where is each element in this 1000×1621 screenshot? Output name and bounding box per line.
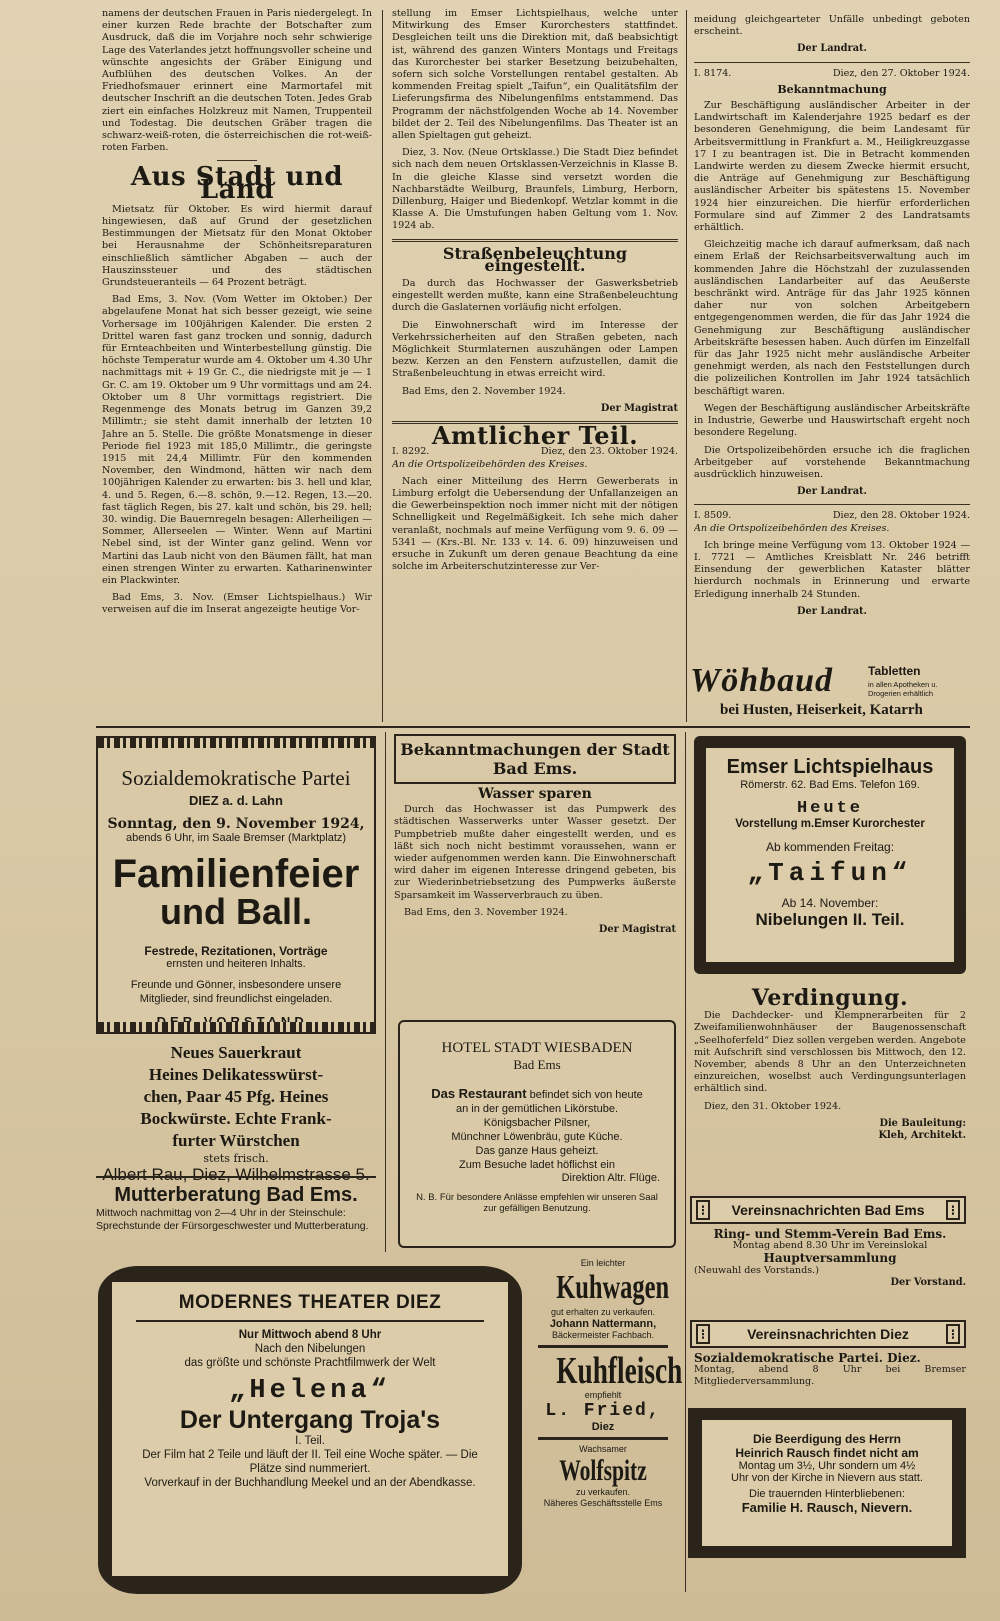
article-paragraph: Diez, 3. Nov. (Neue Ortsklasse.) Die Stadt Diez befindet sich nach dem neuen Ortsklassen-Verzeichnis in Klasse B. In die gleiche Klasse sind versetzt worden die Nachbarstädte Weilburg, Braunfels, Limburg, Herborn, Dillenburg, Haiger und Biedenkopf. Wetzlar kommt in die Klasse A. Die Umstufungen haben Geltung vom 1. Nov. 1924 ab. (392, 147, 678, 232)
theater-ad: MODERNES THEATER DIEZ Nur Mittwoch abend 8 Uhr Nach den Nibelungen das größte und schönste Prachtfilmwerk der Welt „Helena“ Der Untergang Troja's I. Teil. Der Film hat 2 Teile und läuft der II. Teil eine Woche später. — Die Plätze sind nummeriert. Vorverkauf in der Buchhandlung Meekel und an der Abendkasse. (112, 1282, 508, 1576)
kuhfleisch-ad: Kuhfleisch (556, 1350, 683, 1392)
article-paragraph: Mietsatz für Oktober. Es wird hiermit darauf hingewiesen, daß auf Grund der gesetzlichen Bestimmungen der Mietsatz für den Monat Oktober bei Herausnahme der Schönheitsreparaturen einschließlich sämtlicher Abgaben — auch der Hauszinssteuer und des städtischen Grundsteueranteils — 64 Prozent beträgt. (102, 203, 372, 289)
rau-line: Neues Sauerkraut (170, 1043, 302, 1062)
spd-ad (96, 736, 376, 1034)
spd-program-2: ernsten und heiteren Inhalts. (166, 958, 306, 970)
addressee: An die Ortspolizeibehörden des Kreises. (694, 522, 890, 534)
section-heading: Amtlicher Teil. (431, 421, 639, 451)
hotel-note: N. B. Für besondere Anlässe empfehlen wir unseren Saal zur gefälligen Benutzung. (416, 1192, 658, 1214)
section-rule (96, 726, 970, 728)
signature: Der Landrat. (797, 486, 867, 498)
article-paragraph: Die Einwohnerschaft wird im Interesse der Verkehrssicherheiten auf den Straßen gebeten, nach Möglichkeit Sturmlaternen auszuhängen oder Lampen bezw. Kerzen an den Fenstern aufzustellen, damit die Straßenbeleuchtung in etwas erreicht wird. (392, 319, 678, 380)
rausch-notice: Die Beerdigung des Herrn Heinrich Rausch findet nicht am Montag um 3½, Uhr sondern um 4½ Uhr von der Kirche in Nievern aus statt. Die trauernden Hinterbliebenen: Familie H. Rausch, Nievern. (702, 1420, 952, 1546)
mutterberatung (96, 1176, 376, 1233)
theater-film: „Helena“ (229, 1376, 391, 1406)
reference-line: I. 8174. Diez, den 27. Oktober 1924. (694, 67, 970, 79)
apotheken-note: in allen Apotheken u. Drogerien erhältlich (868, 680, 938, 698)
ornament-border (98, 738, 374, 748)
lichtspiel-nibelungen: Nibelungen II. Teil. (755, 910, 905, 929)
bekannt-body: Durch das Hochwasser ist das Pumpwerk des städtischen Wasserwerks unter Wasser gesetzt. Der Pumpbetrieb mußte daher eingestellt werden, und es läßt sich noch nicht bestimmt voraussehen, wann er wieder aufgenommen werden kann. Die Einwohnerschaft wird daher im eigenen Interesse dringend gebeten, bis zur Wiederinbetriebsetzung des Pumpwerks äußerste Sparsamkeit im Wasserverbrauch zu üben. (394, 804, 676, 901)
spd-subtitle: DIEZ a. d. Lahn (189, 793, 283, 808)
dateline: Diez, den 31. Oktober 1924. (704, 1100, 842, 1112)
vereinsnachrichten-bar: ⁝ Vereinsnachrichten Bad Ems ⁝ (690, 1196, 966, 1224)
kuhwagen-ad: Kuhwagen (556, 1269, 670, 1306)
article-heading: Straßenbeleuchtung eingestellt. (442, 243, 628, 275)
theater-film-title: Der Untergang Troja's (179, 1406, 441, 1434)
signature: Der Landrat. (797, 605, 867, 617)
hotel-city: Bad Ems (513, 1057, 561, 1072)
ornament-border (98, 1022, 374, 1032)
article-paragraph: Gleichzeitig mache ich darauf aufmerksam, daß nach einem Erlaß der Reichsarbeitsverwaltung auch im kommenden Jahre die Höchstzahl der zuzulassenden ausländischen Landarbeiter auf das Aeußerste beschränkt wird. Anträge für das Jahr 1925 können daher nur von solchen Arbeitgebern entgegengenommen werden, die für das Jahr 1924 die Genehmigung zur Beschäftigung ausländischer Arbeitskräfte besessen haben. Auch dürfen im Einzelfall für das Jahr 1925 nicht mehr ausländische Arbeiter genehmigt werden, als nach den Feststellungen durch die polizeilichen Kontrollen im Jahr 1924 tatsächlich beschäftigt waren. (694, 239, 970, 397)
article-heading: Bekanntmachung (777, 82, 887, 96)
lichtspiel-address: Römerstr. 62. Bad Ems. Telefon 169. (740, 779, 920, 791)
mutter-body: Mittwoch nachmittag von 2—4 Uhr in der Steinschule: Sprechstunde der Fürsorgeschwester und Mutterberatung. (96, 1207, 369, 1232)
verein-event: Hauptversammlung (763, 1251, 897, 1266)
spd-invitation: Freunde und Gönner, insbesondere unsere Mitglieder, sind freundlichst eingeladen. (130, 979, 342, 1005)
lichtspiel-ab14: Ab 14. November: (781, 896, 879, 910)
stadt-bekanntmachung (394, 734, 676, 942)
article-paragraph: Wegen der Beschäftigung ausländischer Arbeitskräfte in Industrie, Gewerbe und Hauswirtschaft ergeht noch besondere Regelung. (694, 402, 970, 439)
woehbaud-ad (690, 660, 970, 726)
addressee: An die Ortspolizeibehörden des Kreises. (392, 458, 588, 470)
lichtspiel-heute: Heute (796, 799, 863, 818)
spd-headline-2: und Ball. (160, 891, 312, 932)
bar-icon: ⁝ (696, 1200, 710, 1220)
signature: Der Magistrat (600, 402, 678, 414)
tabletten-label: Tabletten (868, 664, 921, 678)
column-rule (385, 732, 386, 1252)
article-paragraph: Bad Ems, 3. Nov. (Vom Wetter im Oktober.) Der abgelaufene Monat hat sich besser gezeigt, wie seine Vorhersage im 100jährigen Kalender. Die ersten 2 Drittel waren fast ganz trocken und sonnig, dadurch für Ernteachbeiten und Winterbestellung günstig. Die höchste Temperatur wurde am 4. Oktober um 4.30 Uhr nachmittags mit + 19 Gr. C., die niedrigste mit je — 1 Gr. C. am 19. Oktober um 9 Uhr vormittags und am 24. Oktober um 8 Uhr vormittags registriert. Die Regenmenge des Monats betrug im Ganzen 39,2 Millimtr.; sie steht damit innerhalb der letzten 10 Jahre an 5. Stelle. Die größte Monatsmenge in dieser Periode fiel 1923 mit 185,0 Millimtr., die geringste 1915 mit 24,4 Millimtr. Für den kommenden November, den Windmond, hätten wir nach dem 100jährigen Kalender zu erwarten: bis 3. hell und klar, 4. und 5. Regen, 6.—8. schön, 9.—12. Regen, 13.—20. fast täglich Regen, bis 27. kalt und schön, bis 29. hell; 30. windig. Die Bauernregeln besagen: Allerheiligen — Sommer, Allerseelen — Winter. Wenn auf Martini Nebel sind, ist der Winter ganz gelind. Wenn vor Martini das Laub nicht von den Bäumen fällt, hat man einen strengen Winter zu erwarten. Katharinenwinter ein Plackwinter. (102, 294, 372, 586)
column-2 (392, 8, 678, 723)
wolfspitz-ad: Wolfspitz (559, 1454, 647, 1487)
column-rule (382, 10, 383, 722)
bar-icon: ⁝ (696, 1324, 710, 1344)
rau-name: Albert Rau, Diez, Wilhelmstrasse 5. (102, 1165, 370, 1184)
fried-name: L. Fried, (545, 1401, 661, 1421)
signature: Der Landrat. (797, 43, 867, 55)
hotel-signature: Direktion Altr. Flüge. (561, 1172, 660, 1184)
article-paragraph: Nach einer Mitteilung des Herrn Gewerberats in Limburg erfolgt die Uebersendung der Unfallanzeigen an die Gewerbeinspektion noch immer nicht mit der nötigen Schnelligkeit und Regelmäßigkeit. Ich sehe mich daher veranlaßt, nochmals auf meine Verfügung vom 9. 6. 09 — 5341 — (Krs.-Bl. Nr. 133 v. 14. 6. 09) hinzuweisen und ersuche in Zukunft um deren genaue Beachtung da eine solche im Arbeiterschutzinteresse zur Ver- (392, 475, 678, 573)
column-1 (102, 8, 372, 723)
hotel-restaurant: Das Restaurant (431, 1086, 527, 1101)
woehbaud-slogan: bei Husten, Heiserkeit, Katarrh (720, 702, 923, 718)
article-paragraph: Bad Ems, 3. Nov. (Emser Lichtspielhaus.) Wir verweisen auf die im Inserat angezeigte heutige Vor- (102, 592, 372, 616)
lichtspiel-ad (706, 748, 954, 962)
column-rule (685, 732, 686, 1592)
rau-ad (96, 1042, 376, 1185)
article-continuation: meidung gleichgearteter Unfälle unbedingt geboten erscheint. (694, 14, 970, 38)
bar-icon: ⁝ (946, 1324, 960, 1344)
verdingung-title: Verdingung. (751, 988, 909, 1011)
spd-headline: Familienfeier (112, 852, 360, 896)
spd-time: abends 6 Uhr, im Saale Bremser (Marktplatz) (125, 832, 347, 844)
mutter-title: Mutterberatung Bad Ems. (114, 1184, 358, 1206)
lichtspiel-vorstellung: Vorstellung m.Emser Kurorchester (735, 818, 925, 830)
rau-line: Heines Delikatesswürst- (148, 1065, 324, 1084)
article-paragraph: Die Ortspolizeibehörden ersuche ich die fraglichen Arbeitgeber auf vorstehende Bekanntmachung ausdrücklich hinzuweisen. (694, 444, 970, 480)
rau-line: chen, Paar 45 Pfg. Heines (143, 1087, 329, 1106)
spd-program: Festrede, Rezitationen, Vorträge (144, 944, 328, 958)
article-continuation: namens der deutschen Frauen in Paris niedergelegt. In einer kurzen Rede brachte der Botschafter zum Ausdruck, daß die im Vorjahre noch sehr schwierige Lage des Vaterlandes jetzt hoffnungsvoller scheine und wünschte angesichts der Gräber Einigung und Aufblühen des deutschen Volkes. An der Friedhofsmauer erinnert eine Marmortafel mit deutscher Inschrift an die deutschen Toten. Jedes Grab ziert ein einfaches Holzkreuz mit Namen, Truppenteil und Todestag. Die deutschen Gräber tragen die schwarz-weiß-roten, die österreichischen die rot-weiß-roten Farben. (102, 8, 372, 154)
section-heading: Aus Stadt und Land (130, 162, 344, 205)
verdingung-body: Die Dachdecker- und Klempnerarbeiten für 2 Zweifamilienwohnhäuser der Baugenossenschaft „Seelhoferfeld“ Diez sollen vergeben werden. Angebote mit Aufschrift sind verschlossen bis Mittwoch, den 12. November, abends 8 Uhr an den Unterzeichneten einzureichen, woselbst auch Verdingungsunterlagen erhältlich sind. (694, 1010, 966, 1095)
article-paragraph: stellung im Emser Lichtspielhaus, welche unter Mitwirkung des Emser Kurorchesters stattfindet. Desgleichen teilt uns die Direktion mit, daß beabsichtigt ist, während des ganzen Winters Montags und Freitags das Kurorchester bei starker Besetzung beizubehalten, sofern sich solche Vorstellungen rentabel gestalten. Ab kommenden Freitag spielt „Taifun“, ein Qualitätsfilm der Lieferungsfirma des Nibelungenfilms entstammend. Das Programm der nächstfolgenden Woche ab 14. November bildet der 2. Teil des Nibelungenfilms. Das Theater ist an allen Spieltagen gut geheizt. (392, 8, 678, 142)
rau-line: Bockwürste. Echte Frank- (140, 1109, 332, 1128)
hotel-title: HOTEL STADT WIESBADEN (441, 1040, 633, 1056)
article-paragraph: Da durch das Hochwasser der Gaswerksbetrieb eingestellt werden mußte, kann eine Straßenbeleuchtung durch die Gaslaternen vorläufig nicht erfolgen. (392, 278, 678, 314)
bar-icon: ⁝ (946, 1200, 960, 1220)
column-3 (694, 14, 970, 652)
signature: Der Vorstand. (890, 1276, 966, 1288)
bekannt-head: Bekanntmachungen der Stadt (400, 740, 670, 759)
verein-title: Sozialdemokratische Partei. Diez. (694, 1352, 921, 1365)
signature: Kleh, Architekt. (878, 1130, 966, 1142)
verein-diez: Sozialdemokratische Partei. Diez. Montag, abend 8 Uhr bei Bremser Mitgliederversammlung. (694, 1352, 966, 1388)
theater-line: Nur Mittwoch abend 8 Uhr (238, 1329, 382, 1341)
theater-title: MODERNES THEATER DIEZ (178, 1292, 442, 1313)
verdingung (694, 988, 966, 1188)
spd-date: Sonntag, den 9. November 1924, (107, 816, 365, 832)
rau-line: stets frisch. (203, 1152, 269, 1165)
verein-ems: Ring- und Stemm-Verein Bad Ems. Montag abend 8.30 Uhr im Vereinslokal Hauptversammlung (Neuwahl des Vorstands.) Der Vorstand. (694, 1228, 966, 1288)
dateline: Bad Ems, den 3. November 1924. (404, 906, 568, 918)
hotel-ad: HOTEL STADT WIESBADEN Bad Ems Das Restaurant befindet sich von heute an in der gemütlichen Likörstube. Königsbacher Pilsner, Münchner Löwenbräu, gute Küche. Das ganze Haus geheizt. Zum Besuche ladet höflichst ein Direktion Altr. Flüge. N. B. Für besondere Anlässe empfehlen wir unseren Saal zur gefälligen Benutzung. (398, 1020, 676, 1248)
rau-line: furter Würstchen (172, 1131, 300, 1150)
lichtspiel-title: Emser Lichtspielhaus (726, 756, 934, 778)
signature: Der Magistrat (598, 924, 676, 936)
spd-title: Sozialdemokratische Partei (121, 766, 351, 790)
bekannt-title: Wasser sparen (478, 786, 592, 802)
reference-line: I. 8292. Diez, den 23. Oktober 1924. (392, 446, 678, 458)
signature: Die Bauleitung: (879, 1117, 966, 1129)
vereinsnachrichten-bar: ⁝ Vereinsnachrichten Diez ⁝ (690, 1320, 966, 1348)
reference-line: I. 8509. Diez, den 28. Oktober 1924. (694, 510, 970, 522)
bekannt-head-2: Bad Ems. (492, 759, 578, 778)
dateline: Bad Ems, den 2. November 1924. (402, 385, 566, 397)
verein-title: Ring- und Stemm-Verein Bad Ems. (713, 1228, 947, 1241)
lichtspiel-ab: Ab kommenden Freitag: (765, 840, 895, 854)
small-ads: Ein leichter Kuhwagen gut erhalten zu verkaufen. Johann Nattermann, Bäckermeister Fachbach. Kuhfleisch empfiehlt L. Fried, Diez Wachsamer Wolfspitz zu verkaufen. Näheres Geschäftsstelle Ems (538, 1258, 668, 1509)
lichtspiel-taifun: „Taifun“ (747, 858, 913, 888)
article-paragraph: Ich bringe meine Verfügung vom 13. Oktober 1924 — I. 7721 — Amtliches Kreisblatt Nr. 246 betrifft Einsendung der gewerblichen Kataster blätter hierdurch nochmals in Erinnerung und erwarte Erledigung innerhalb 24 Stunden. (694, 539, 970, 600)
column-rule (686, 10, 687, 722)
woehbaud-logo: Wöhbaud (690, 662, 834, 699)
article-paragraph: Zur Beschäftigung ausländischer Arbeiter in der Landwirtschaft im Kalenderjahre 1925 bedarf es der besonderen Genehmigung, die beim Landesamt für Arbeitsvermittlung in Frankfurt a. M., Heiligkreuzgasse 17 I zu beantragen ist. Die in Betracht kommenden Landwirte werden zu diesem Zwecke hiermit ersucht, die Anträge auf Genehmigung zur Beschäftigung ausländischer Arbeiter bis spätestens 15. November 1924 hier einzureichen. Die hierfür erforderlichen Formulare sind auf Zimmer 2 des Landratsamts erhältlich. (694, 100, 970, 234)
